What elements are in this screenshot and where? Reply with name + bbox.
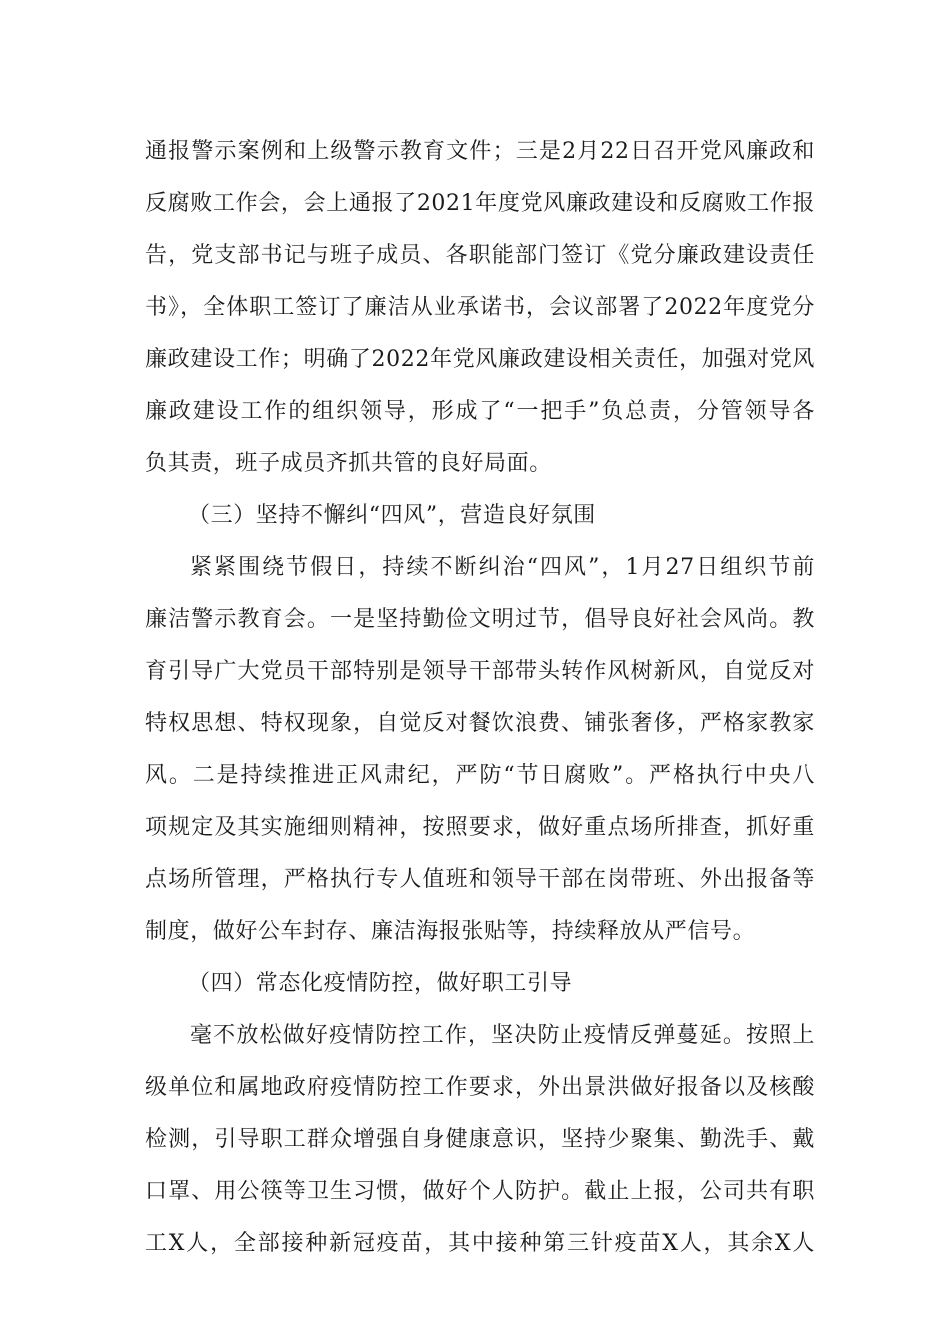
paragraph-first-line: 紧紧围绕节假日，持续不断纠治“四风”，1月27日组织节前 <box>190 555 815 580</box>
body-line: 特权思想、特权现象，自觉反对餐饮浪费、铺张奢侈，严格家教家 <box>145 711 815 736</box>
body-line: 廉洁警示教育会。一是坚持勤俭文明过节，倡导良好社会风尚。教 <box>145 607 815 632</box>
paragraph-first-line: 毫不放松做好疫情防控工作，坚决防止疫情反弹蔓延。按照上 <box>190 1023 815 1048</box>
body-line: 通报警示案例和上级警示教育文件；三是2月22日召开党风廉政和 <box>145 139 815 164</box>
body-line: 育引导广大党员干部特别是领导干部带头转作风树新风，自觉反对 <box>145 659 815 684</box>
section-heading: （三）坚持不懈纠“四风”，营造良好氛围 <box>188 503 596 528</box>
body-line: 书》，全体职工签订了廉洁从业承诺书，会议部署了2022年度党分 <box>145 295 815 320</box>
body-line: 项规定及其实施细则精神，按照要求，做好重点场所排查，抓好重 <box>145 815 815 840</box>
body-line: 风。二是持续推进正风肃纪，严防“节日腐败”。严格执行中央八 <box>145 763 815 788</box>
paragraph-end-line: 制度，做好公车封存、廉洁海报张贴等，持续释放从严信号。 <box>145 919 756 944</box>
body-line: 点场所管理，严格执行专人值班和领导干部在岗带班、外出报备等 <box>145 867 815 892</box>
body-line: 告，党支部书记与班子成员、各职能部门签订《党分廉政建设责任 <box>145 243 815 268</box>
body-line: 口罩、用公筷等卫生习惯，做好个人防护。截止上报，公司共有职 <box>145 1179 815 1204</box>
body-line: 工X人，全部接种新冠疫苗，其中接种第三针疫苗X人，其余X人 <box>145 1231 815 1256</box>
body-line: 廉政建设工作的组织领导，形成了“一把手”负总责，分管领导各 <box>145 399 815 424</box>
section-heading: （四）常态化疫情防控，做好职工引导 <box>188 971 573 996</box>
body-line: 级单位和属地政府疫情防控工作要求，外出景洪做好报备以及核酸 <box>145 1075 815 1100</box>
body-line: 检测，引导职工群众增强自身健康意识，坚持少聚集、勤洗手、戴 <box>145 1127 815 1152</box>
body-line: 廉政建设工作；明确了2022年党风廉政建设相关责任，加强对党风 <box>145 347 815 372</box>
body-line: 反腐败工作会，会上通报了2021年度党风廉政建设和反腐败工作报 <box>145 191 815 216</box>
paragraph-end-line: 负其责，班子成员齐抓共管的良好局面。 <box>145 451 552 476</box>
